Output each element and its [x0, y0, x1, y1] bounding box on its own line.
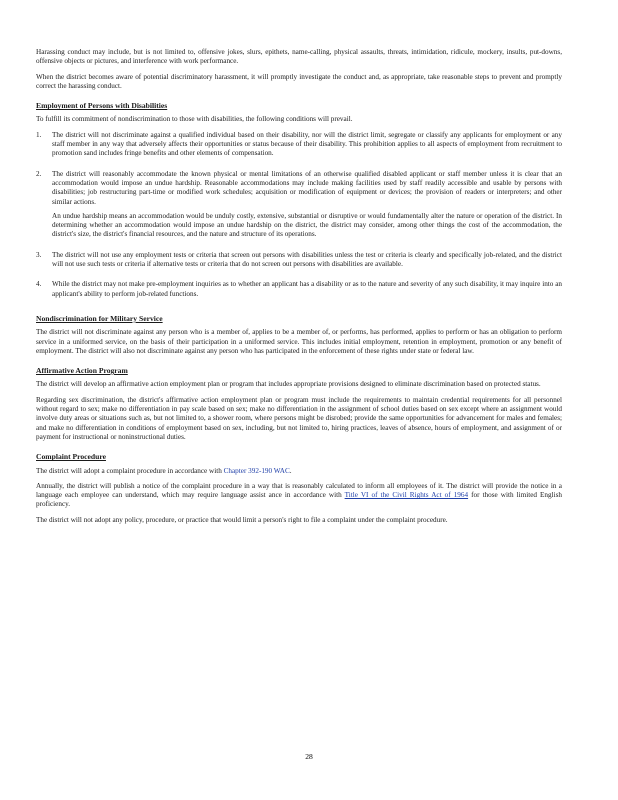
heading-military-service: Nondiscrimination for Military Service	[36, 313, 163, 323]
complaint-text: .	[289, 466, 292, 475]
complaint-text: The district will adopt a complaint procedure in accordance with	[36, 466, 224, 475]
list-item-body	[52, 131, 562, 164]
list-item-body	[52, 170, 562, 245]
employment-conditions-list	[36, 131, 562, 304]
complaint-text: Annually, the district will publish a notice of the complaint procedure in a way that is reasonably calculated to inform all employees of it. The district will provide the notice in a language each employee can understand, which may require language assist ance in accordance with	[36, 481, 562, 500]
list-item	[36, 131, 562, 164]
list-item-number: 1.	[36, 130, 42, 139]
complaint-paragraph-notice	[36, 482, 562, 510]
list-item-text: The district will reasonably accommodate the known physical or mental limitations of an otherwise qualified disabled applicant or staff member unless it is clear that an accommodation would impose an undue hardship. Reasonable accommodations may include making facilities used by staff readily accessible and usable by persons with disabilities; job restructuring part-time or modified work schedules; acquisition or modification of equipment or devices; the provision of readers or interpreters; and other similar actions.	[52, 169, 562, 206]
intro-paragraph-harassing-conduct: Harassing conduct may include, but is not limited to, offensive jokes, slurs, epithets, name-calling, physical assaults, threats, intimidation, ridicule, mockery, insults, put-downs, offensive objects or pictures, and interference with work performance.	[36, 48, 562, 66]
list-item-text: The district will not use any employment tests or criteria that screen out persons with disabilities unless the test or criteria is clearly and specifically job-related, and the district will not use such tests or criteria if alternative tests or criteria that do not screen out persons with disabilities are available.	[52, 250, 562, 269]
complaint-paragraph-rights: The district will not adopt any policy, procedure, or practice that would limit a person's right to file a complaint under the complaint procedure.	[36, 515, 448, 524]
list-item-text: While the district may not make pre-employment inquiries as to whether an applicant has a disability or as to the nature and severity of any such disability, it may inquire into an applicant's ability to perform job-related functions.	[52, 280, 562, 298]
list-item-body	[52, 251, 562, 275]
heading-employment-disabilities: Employment of Persons with Disabilities	[36, 101, 168, 111]
complaint-paragraph-adopt	[36, 467, 562, 476]
employment-intro: To fulfill its commitment of nondiscrimination to those with disabilities, the following conditions will prevail.	[36, 115, 353, 124]
list-item	[36, 280, 562, 304]
list-item-body	[52, 280, 562, 304]
list-item-number: 4.	[36, 280, 42, 289]
page-number: 28	[305, 752, 313, 761]
list-item-text: The district will not discriminate against a qualified individual based on their disability, nor will the district limit, segregate or classify any applicants for employment or any staff member in any way that adversely affects their opportunities or status because of their disability. This prohibition applies to all aspects of employment from recruitment to promotion sand includes fringe benefits and other elements of compensation.	[52, 130, 562, 158]
list-item	[36, 170, 562, 245]
military-paragraph: The district will not discriminate against any person who is a member of, applies to be a member of, or performs, has performed, applies to perform or has an obligation to perform service in a uniformed service, on the basis of their participation in a uniformed service. This includes initial employment, retention in employment, promotion or any benefit of employment. The district will also not discriminate against any person who has participated in the enforcement of these rights under state or federal law.	[36, 328, 562, 355]
affirmative-paragraph-sex-discrimination: Regarding sex discrimination, the district's affirmative action employment plan or program must include the requirements to maintain credential requirements for all personnel without regard to sex; make no differentiation in pay scale based on sex; make no differentiation in the assignment of school duties based on sex except where an assignment would involve duty areas or situations such as, but not limited to, a shower room, where persons might be disrobed; provide the same opportunities for advancement for males and females; and make no differentiation in conditions of employment based on sex, including, but not limited to, hiring practices, leaves of absence, hours of employment, and assignment of or payment for instructional or noninstructional duties.	[36, 395, 562, 441]
list-item-number: 2.	[36, 169, 42, 178]
heading-affirmative-action: Affirmative Action Program	[36, 366, 128, 376]
list-item-number: 3.	[36, 250, 42, 259]
wac-chapter-link[interactable]: Chapter 392-190 WAC	[223, 466, 290, 475]
list-item	[36, 251, 562, 275]
heading-complaint-procedure: Complaint Procedure	[36, 452, 106, 462]
affirmative-paragraph-plan: The district will develop an affirmative action employment plan or program that includes appropriate provisions designed to eliminate discrimination based on protected status.	[36, 380, 541, 389]
complaint-text: for those with limited English proficiency.	[36, 491, 562, 509]
title-vi-link[interactable]: Title VI of the Civil Rights Act of 1964	[344, 491, 469, 500]
list-item-text-undue-hardship: An undue hardship means an accommodation would be unduly costly, extensive, substantial or disruptive or would fundamentally alter the nature or operation of the district. In determining whether an accommodation would impose an undue hardship on the district, the district may consider, among other things the cost of the accommodation, the district's size, the district's financial resources, and the nature and structure of its operations.	[52, 211, 562, 239]
intro-paragraph-investigation: When the district becomes aware of potential discriminatory harassment, it will promptly investigate the conduct and, as appropriate, take reasonable steps to prevent and promptly correct the harassing conduct.	[36, 72, 562, 90]
